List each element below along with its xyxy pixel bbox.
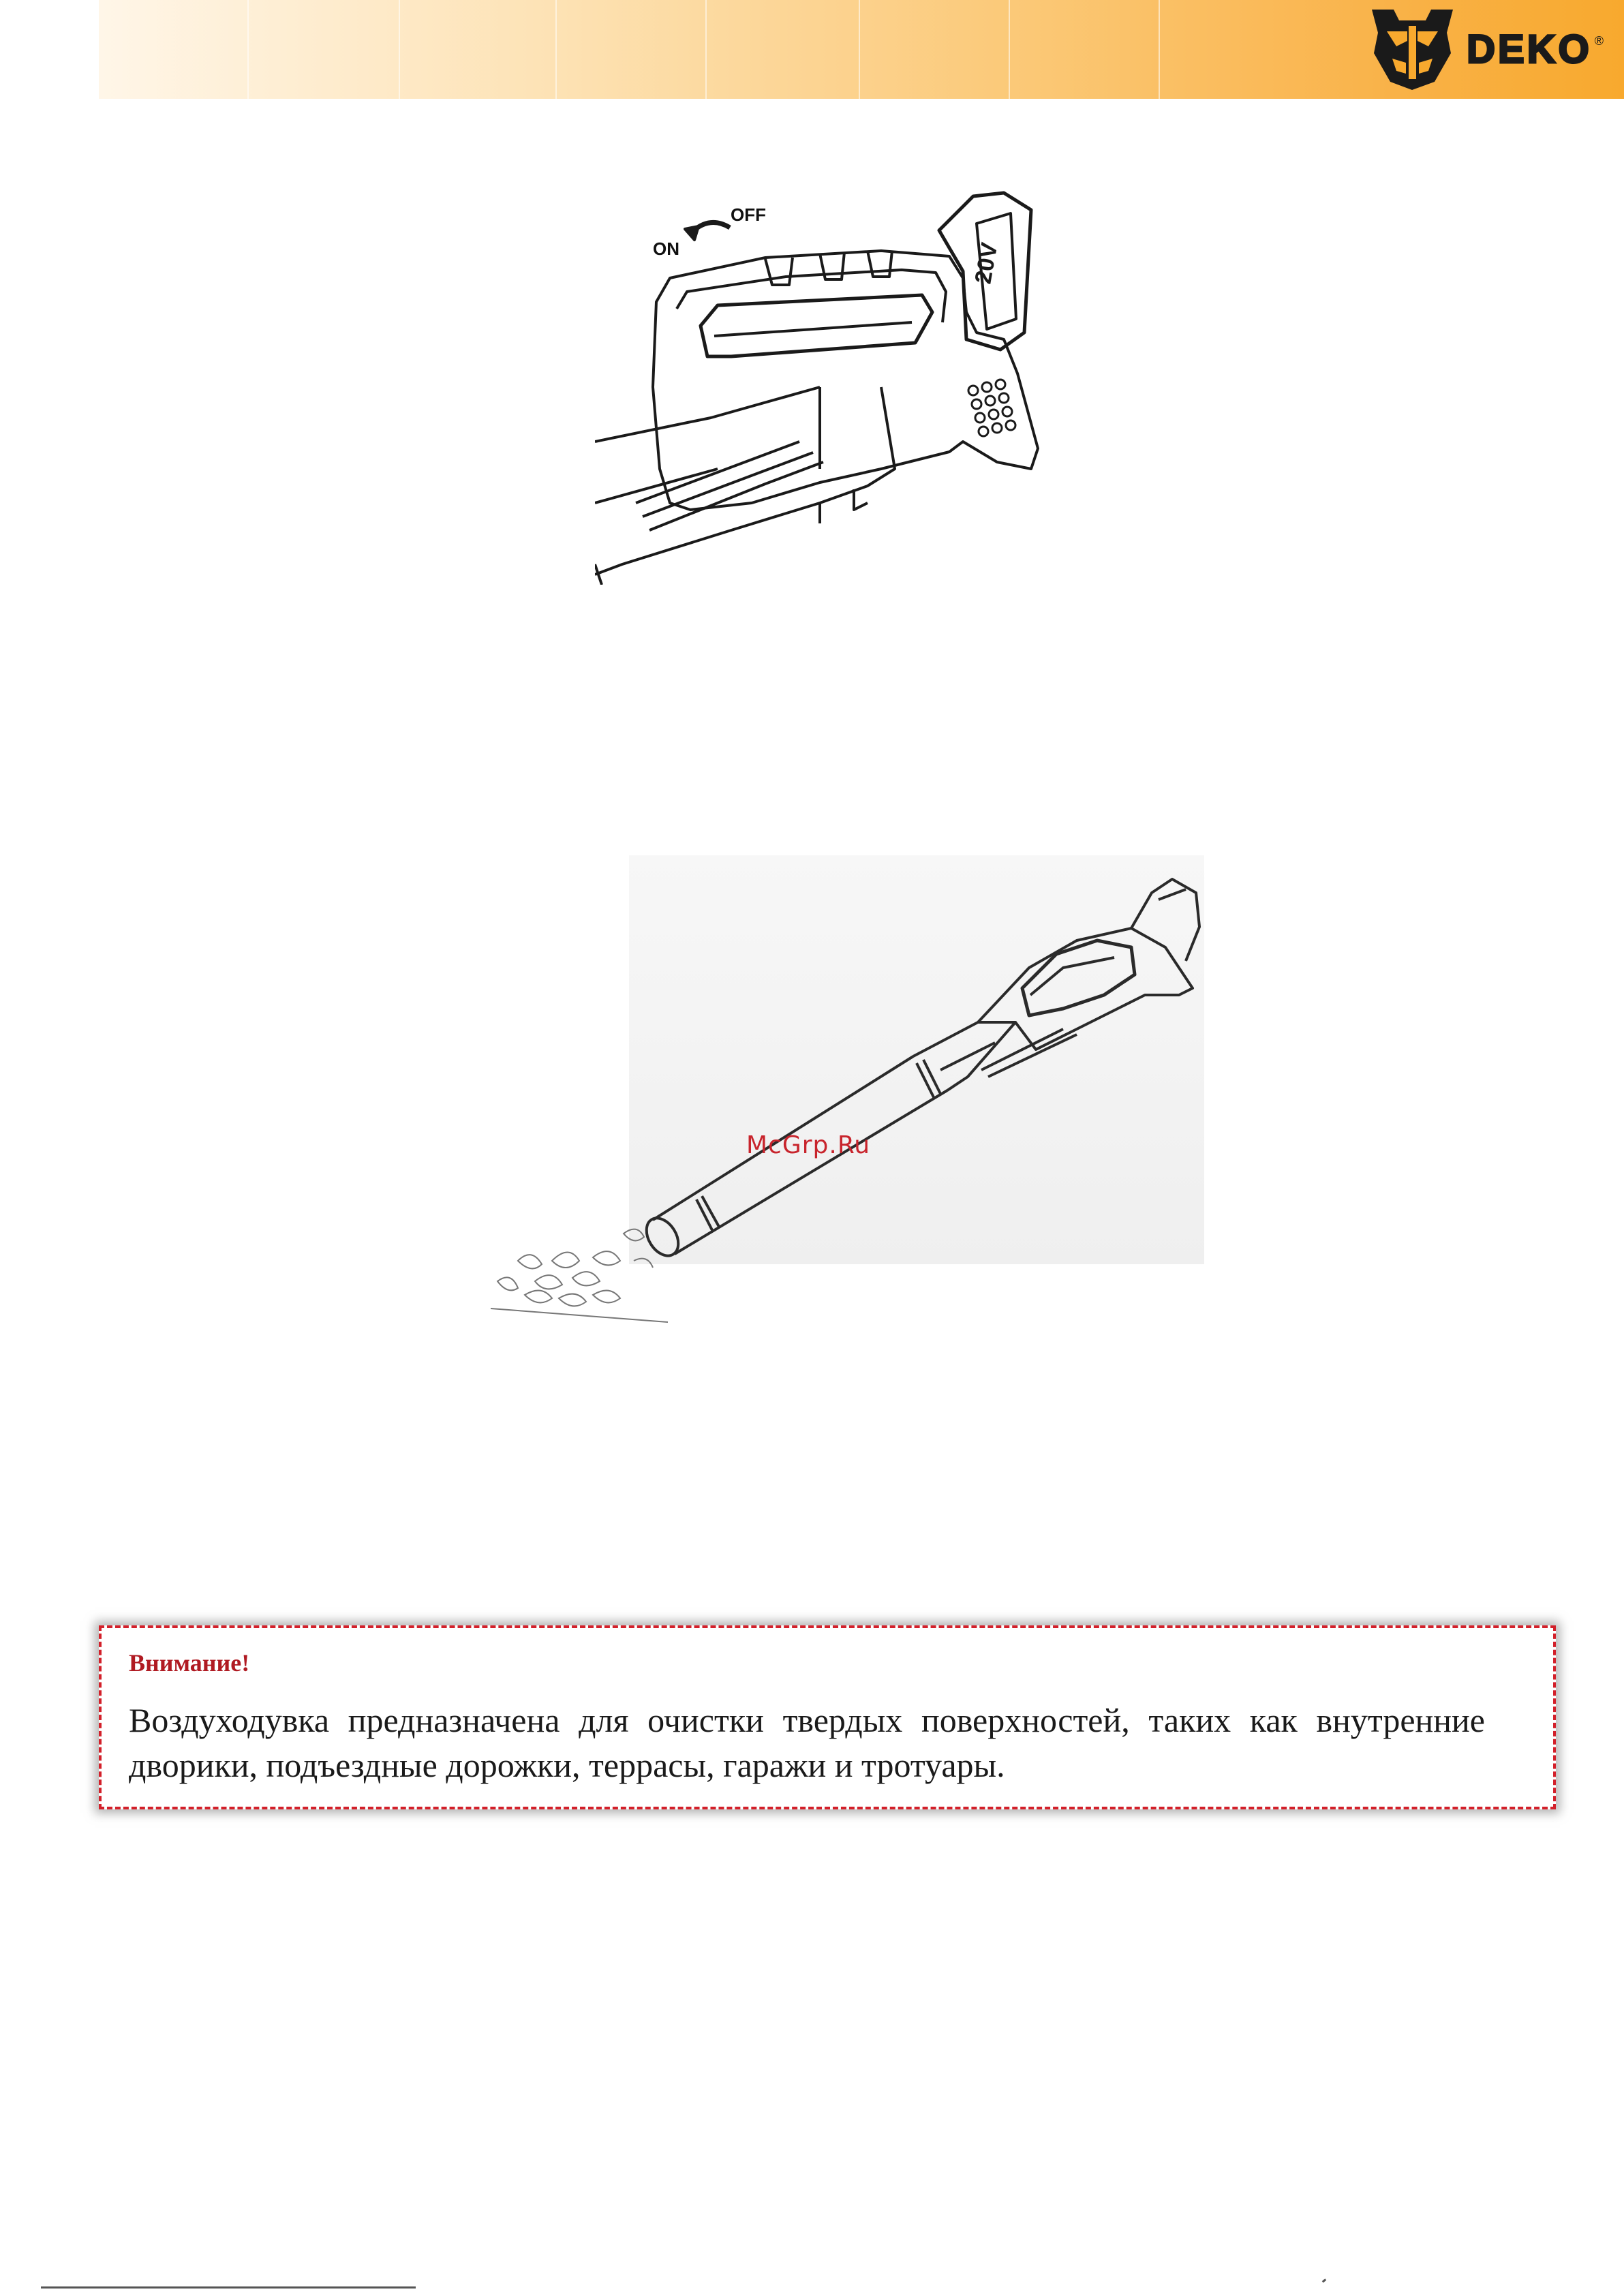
footer-rule [41,2286,416,2289]
switch-on-label: ON [653,239,679,259]
brand-name: DEKO [1467,27,1592,72]
header-stripe [555,0,557,99]
watermark-text: McGrp.Ru [746,1131,871,1159]
switch-off-label: OFF [731,204,766,225]
header-stripe [705,0,707,99]
battery-voltage-label: 20V [970,241,1003,286]
header-stripe [247,0,249,99]
notice-body: Воздуходувка предназначена для очистки твердых поверхностей, таких как внутренние дворики, подъездные дорожки, террасы, гаражи и тротуары. [129,1701,1485,1784]
notice-title: Внимание! [129,1649,250,1677]
header-stripe [859,0,860,99]
header-stripe [399,0,400,99]
header-stripe [1009,0,1010,99]
leaf-blower-illustration [477,852,1227,1343]
brand-logo [1366,5,1604,93]
header-stripe [1159,0,1160,99]
header-band [99,0,1624,99]
warning-notice [99,1625,1556,1809]
registered-mark: ® [1594,34,1604,48]
deko-robot-logo-icon [1366,5,1458,93]
footer-mark [1322,2278,1327,2282]
